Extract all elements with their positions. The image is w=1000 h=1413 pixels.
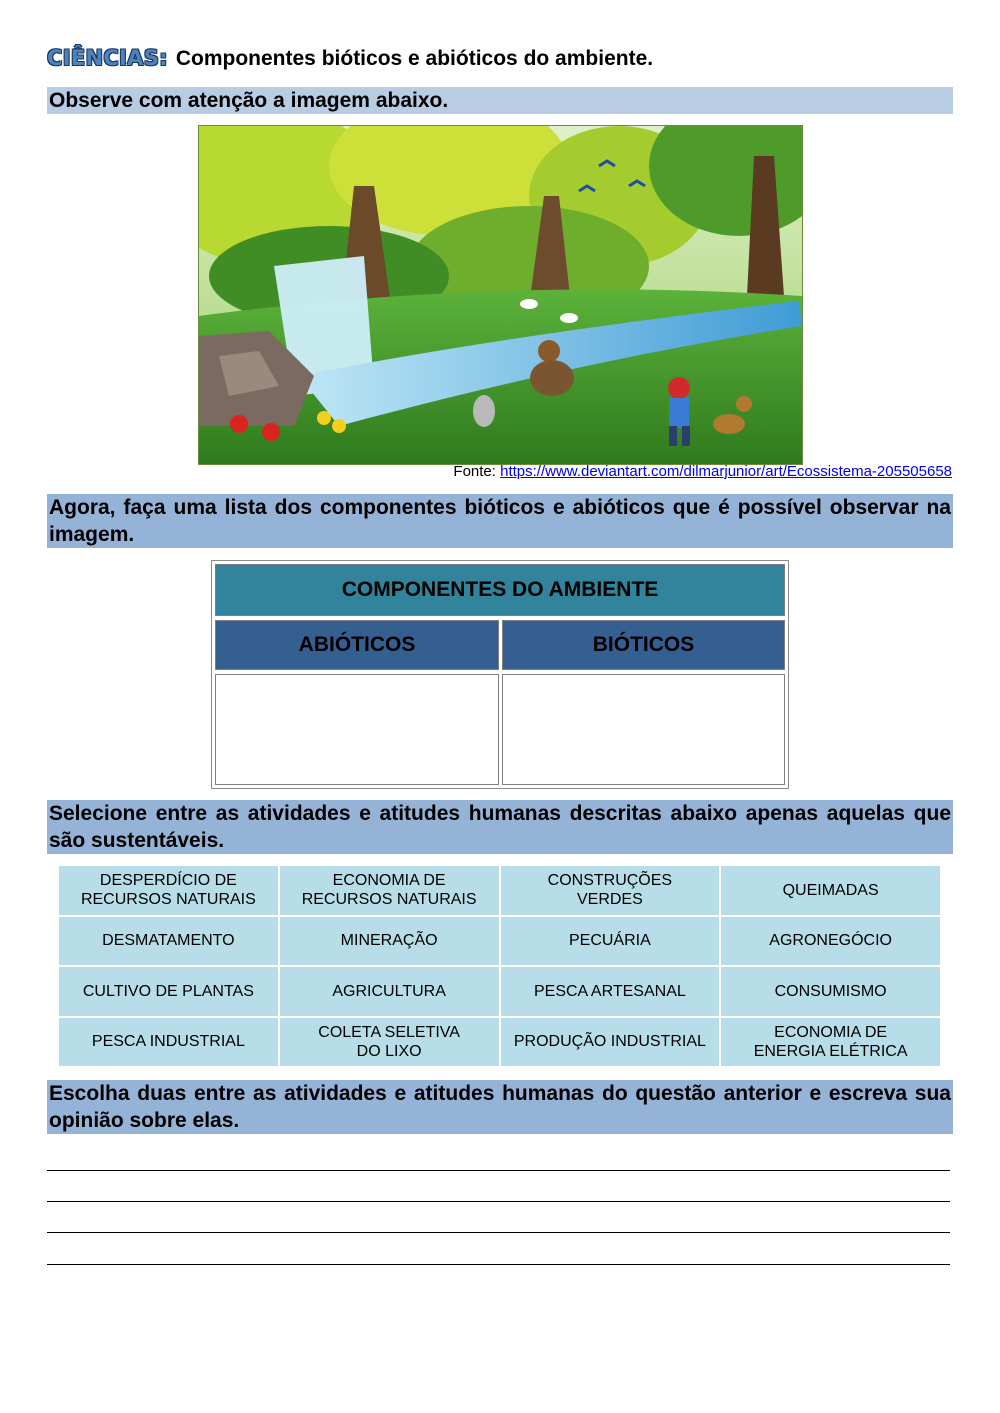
activity-option[interactable]: CONSUMISMO — [721, 967, 940, 1016]
ecosystem-illustration — [198, 125, 803, 465]
instruction-opinion: Escolha duas entre as atividades e atitudes humanas do questão anterior e escreva sua opinião sobre elas. — [49, 1082, 951, 1132]
image-source — [453, 463, 952, 480]
activity-option[interactable]: PECUÁRIA — [501, 917, 720, 966]
activity-option[interactable]: ECONOMIA DE RECURSOS NATURAIS — [280, 866, 499, 915]
components-table — [211, 560, 789, 789]
activity-option[interactable]: PRODUÇÃO INDUSTRIAL — [501, 1018, 720, 1067]
column-bioticos-header: BIÓTICOS — [502, 620, 785, 670]
activity-option[interactable]: PESCA ARTESANAL — [501, 967, 720, 1016]
column-abioticos-header: ABIÓTICOS — [215, 620, 499, 670]
instruction-observe: Observe com atenção a imagem abaixo. — [47, 87, 953, 114]
bioticos-answer-cell[interactable] — [502, 674, 785, 785]
source-prefix: Fonte: — [453, 463, 501, 480]
activity-option[interactable]: QUEIMADAS — [721, 866, 940, 915]
instruction-select: Selecione entre as atividades e atitudes humanas descritas abaixo apenas aquelas que são sustentáveis. — [49, 802, 951, 852]
answer-line[interactable] — [47, 1170, 950, 1171]
activity-option[interactable]: CULTIVO DE PLANTAS — [59, 967, 278, 1016]
activity-option[interactable]: DESPERDÍCIO DE RECURSOS NATURAIS — [59, 866, 278, 915]
activities-grid — [59, 866, 940, 1066]
components-table-header: COMPONENTES DO AMBIENTE — [215, 564, 785, 616]
activity-option[interactable]: AGRICULTURA — [280, 967, 499, 1016]
activity-option[interactable]: DESMATAMENTO — [59, 917, 278, 966]
activity-option[interactable]: CONSTRUÇÕES VERDES — [501, 866, 720, 915]
answer-line[interactable] — [47, 1232, 950, 1233]
activity-option[interactable]: PESCA INDUSTRIAL — [59, 1018, 278, 1067]
subject-label: CIÊNCIAS: — [47, 46, 168, 70]
abioticos-answer-cell[interactable] — [215, 674, 499, 785]
activity-option[interactable]: ECONOMIA DE ENERGIA ELÉTRICA — [721, 1018, 940, 1067]
instruction-list: Agora, faça uma lista dos componentes bióticos e abióticos que é possível observar na imagem. — [49, 496, 951, 546]
activity-option[interactable]: MINERAÇÃO — [280, 917, 499, 966]
activity-option[interactable]: COLETA SELETIVA DO LIXO — [280, 1018, 499, 1067]
page-title: Componentes bióticos e abióticos do ambiente. — [175, 47, 654, 70]
page-header — [47, 46, 953, 76]
answer-line[interactable] — [47, 1201, 950, 1202]
source-link[interactable]: https://www.deviantart.com/dilmarjunior/art/Ecossistema-205505658 — [500, 463, 952, 480]
activity-option[interactable]: AGRONEGÓCIO — [721, 917, 940, 966]
answer-line[interactable] — [47, 1264, 950, 1265]
